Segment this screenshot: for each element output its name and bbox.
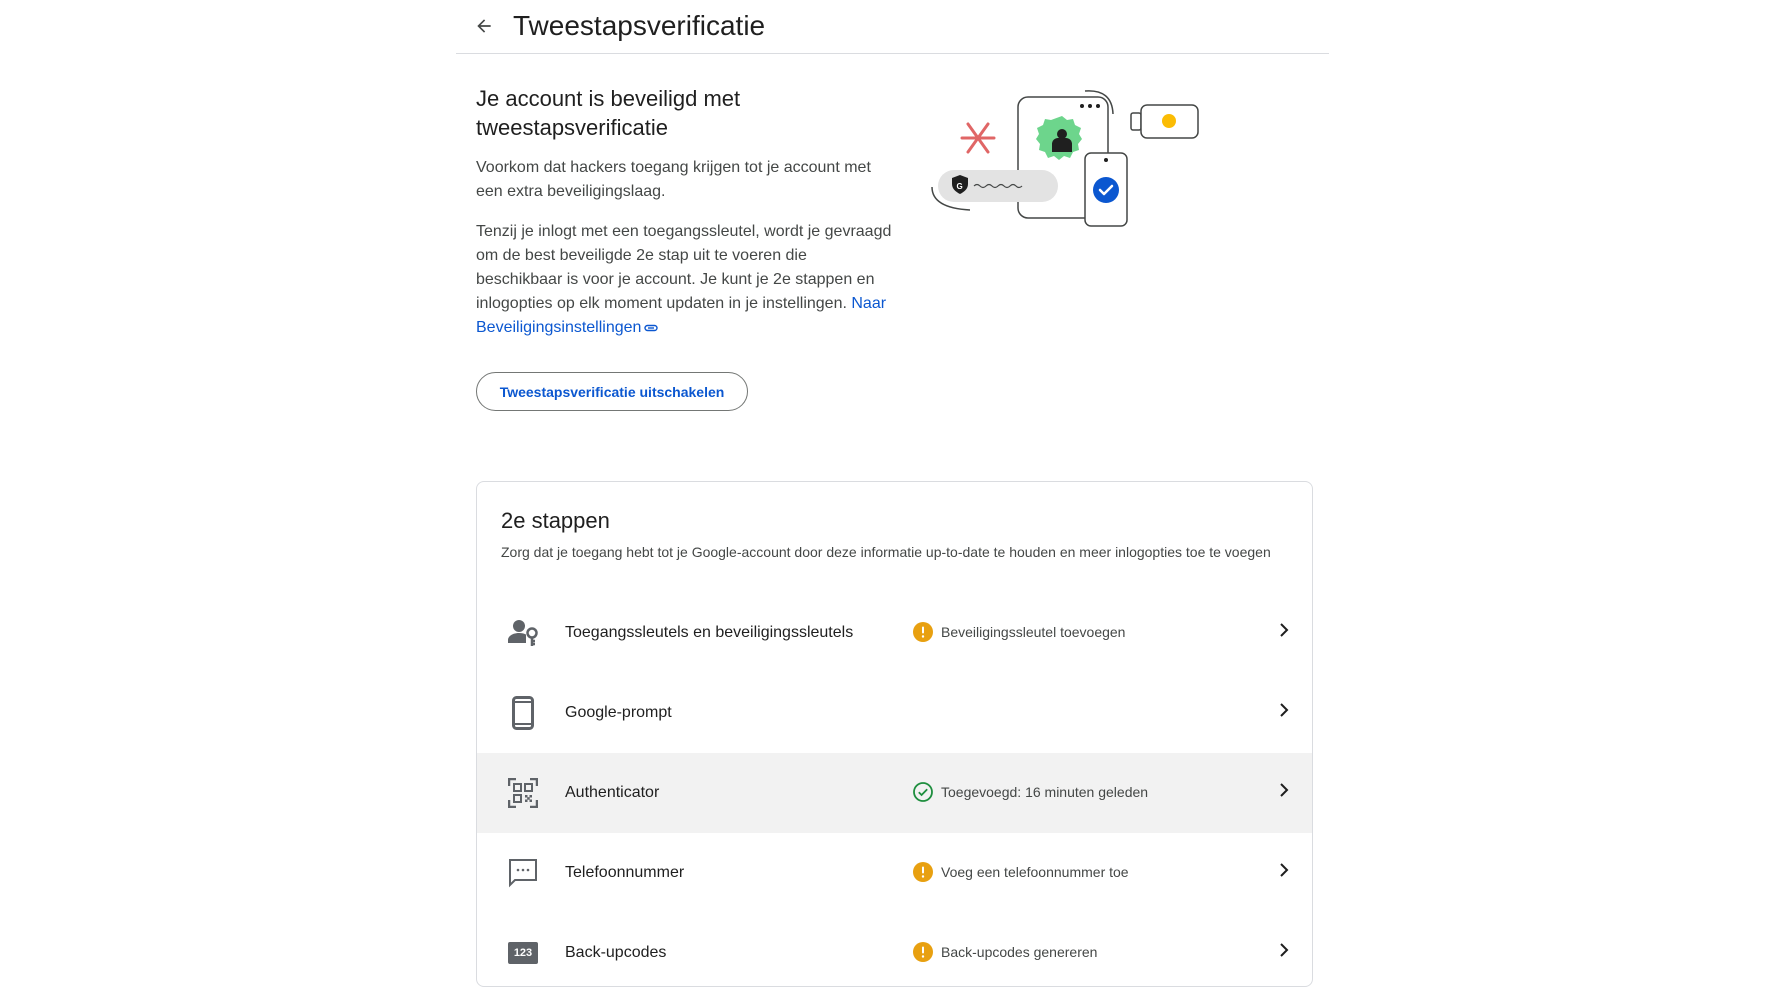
step-item-authenticator[interactable] xyxy=(477,753,1312,833)
step-item-phone-number[interactable] xyxy=(477,833,1312,913)
disable-two-step-button[interactable]: Tweestapsverificatie uitschakelen xyxy=(476,372,748,411)
step-item-status xyxy=(913,782,1148,802)
check-circle-icon xyxy=(1093,177,1119,203)
step-item-status xyxy=(913,622,1125,642)
step-item-passkeys[interactable] xyxy=(477,593,1312,673)
warning-icon xyxy=(913,942,933,962)
chevron-right-icon xyxy=(1278,863,1290,877)
page-header xyxy=(456,0,1329,54)
step-item-status-text: Voeg een telefoonnummer toe xyxy=(941,864,1129,880)
step-item-label: Back-upcodes xyxy=(565,944,667,961)
second-steps-description: Zorg dat je toegang hebt tot je Google-account door deze informatie up-to-date te houden en meer inlogopties toe te voegen xyxy=(501,544,1271,560)
intro-paragraph-1: Voorkom dat hackers toegang krijgen tot je account met een extra beveiligingslaag. xyxy=(476,159,871,200)
svg-text:G: G xyxy=(956,182,963,191)
step-item-status xyxy=(913,862,1129,882)
qr-code-scanner-icon xyxy=(508,778,538,808)
step-item-backup-codes[interactable] xyxy=(477,913,1312,987)
step-item-status-text: Beveiligingssleutel toevoegen xyxy=(941,624,1126,640)
back-button[interactable] xyxy=(466,8,502,44)
step-item-label: Toegangssleutels en beveiligingssleutels xyxy=(565,624,854,641)
security-settings-link-label: Naar Beveiligingsinstellingen xyxy=(476,295,887,336)
second-steps-title: 2e stappen xyxy=(501,508,610,533)
intro-section xyxy=(476,84,896,340)
sms-icon xyxy=(508,858,538,888)
step-item-label: Telefoonnummer xyxy=(565,864,685,881)
chevron-right-icon xyxy=(1278,703,1290,717)
intro-heading: Je account is beveiligd met tweestapsverificatie xyxy=(476,86,741,140)
step-item-status-text: Back-upcodes genereren xyxy=(941,944,1098,960)
intro-paragraph-2-text: Tenzij je inlogt met een toegangssleutel, wordt je gevraagd om de best beveiligde 2e stap uit te voeren die beschikbaar is voor je account. Je kunt je 2e stappen en inlogopties op elk moment updaten in je instellingen. xyxy=(476,223,892,312)
page-title: Tweestapsverificatie xyxy=(513,10,766,41)
step-item-label: Google-prompt xyxy=(565,704,672,721)
arrow-back-icon xyxy=(474,16,494,36)
chevron-right-icon xyxy=(1278,623,1290,637)
backup-codes-icon: 123 xyxy=(508,942,538,964)
step-item-status-text: Toegevoegd: 16 minuten geleden xyxy=(941,784,1149,800)
warning-icon xyxy=(913,622,933,642)
check-circle-icon xyxy=(913,782,933,802)
link-icon xyxy=(644,323,658,333)
security-key-icon xyxy=(1131,105,1198,138)
chevron-right-icon xyxy=(1278,783,1290,797)
second-steps-list xyxy=(477,593,1312,987)
asterisk-icon xyxy=(962,124,994,152)
step-item-status xyxy=(913,942,1097,962)
step-item-label: Authenticator xyxy=(565,784,660,801)
intro-paragraph-2 xyxy=(476,220,896,340)
two-step-verification-illustration xyxy=(920,80,1220,240)
step-item-google-prompt[interactable] xyxy=(477,673,1312,753)
chevron-right-icon xyxy=(1278,943,1290,957)
second-steps-card xyxy=(476,481,1313,987)
warning-icon xyxy=(913,862,933,882)
smartphone-icon xyxy=(512,696,534,730)
passkey-icon xyxy=(508,619,538,647)
